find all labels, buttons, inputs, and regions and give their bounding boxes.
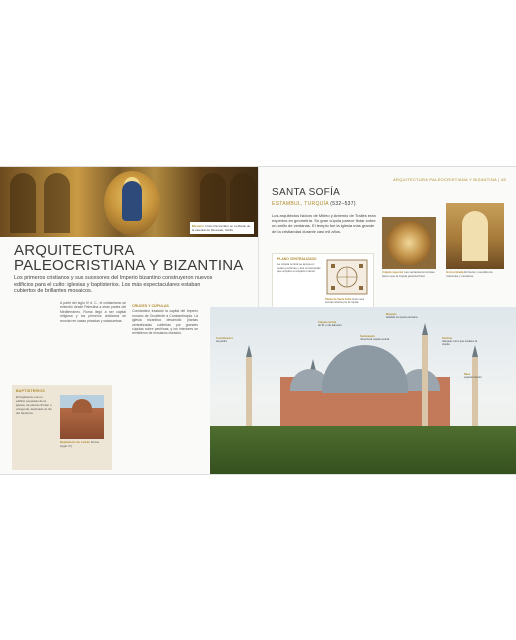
plan-title: PLANO CENTRALIZADO [277,257,317,261]
book-spread [0,166,516,475]
label-title: Minarete [386,313,397,316]
label-text: de piedra [216,340,227,344]
mosaic-caption-title: Mosaico [192,224,205,228]
label-buttresses [216,337,250,343]
body-column-2 [132,301,198,336]
label-text: de 31 m de diámetro [318,324,342,328]
label-pendentive [442,337,484,347]
floor-plan-box [272,253,374,311]
baptistery-caption-text: Roma (siglo IV) [60,440,99,448]
plan-text: La cúpula central se apoya en cuatro pechinas y dos semicúpulas que amplían el espacio interior. [277,262,321,274]
label-title: Cúpula central [318,321,337,324]
dome-caption-title: Cúpula superior [382,270,404,274]
page-title [14,243,244,273]
title-line-2: PALEOCRISTIANA Y BIZANTINA [14,257,244,274]
dome-ring [387,221,431,265]
section-subtitle [272,201,356,207]
mosaic-caption [190,222,254,234]
christ-figure [122,181,142,221]
baptistery-caption [60,441,106,449]
interior-caption-text: El interior, revestido de mármoles y mosaicos. [446,270,493,278]
intro-text: Los primeros cristianos y sus sucesores del Imperio bizantino construyeron nuevos edificios para el culto: iglesias y baptisterios. Los más espectaculares estaban cubiertos de brillantes mosaicos. [14,275,213,295]
title-line-1: ARQUITECTURA [14,242,135,259]
interior-photo [446,203,504,269]
trees [210,426,516,474]
baptistery-caption-title: Baptisterio de Letrán [60,440,91,444]
interior-caption-title: Gran entrada [446,270,464,274]
central-dome [322,345,408,393]
baptistery-photo [60,395,104,439]
section-title: SANTA SOFÍA [272,187,341,198]
arch-shape [10,173,36,233]
interior-arch [462,211,488,261]
label-title: Semicúpula [360,335,375,338]
dome-caption-text: Las ventanas de la base hacen que la cúpula parezca flotar. [382,270,435,278]
column-text: Constantino trasladó la capital del Imperio romano de Occidente a Constantinopla. La iglesia bizantina desarrolló plantas centralizadas cubiertas por grandes cúpulas sobre pechinas, y los interiores se revistieron de mosaicos dorados. [132,309,198,336]
label-title: Contrafuertes [216,337,234,340]
dome-caption [382,271,436,278]
plan-caption-title: Planta de Santa Sofía [325,298,352,301]
label-minaret [386,313,422,319]
plan-caption [325,298,371,304]
floor-plan-diagram [325,258,369,296]
body-column-1: A partir del siglo IV d. C., el cristianismo se extendió desde Palestina a otras partes del Mediterráneo. Roma llegó a ser capital religiosa y los primeros cristianos se reunían en casas privadas y catacumbas. [60,301,126,323]
label-text: añadido en época otomana [386,316,418,320]
dates: (532–537) [330,201,356,207]
section-intro: Los arquitectos Isidoro de Mileto y Antemio de Tralles eran expertos en geometría. Su gran cúpula parece flotar sobre un anillo de ventanas. El templo fue la iglesia más grande de la cristiandad durante casi mil años. [272,213,376,234]
label-title: Pechina [442,337,452,340]
label-semidome [360,335,396,341]
plan-caption-text: Gran nave central cubierta por la cúpula. [325,298,365,305]
sidebar-text: El baptisterio era un edificio separado de la iglesia, de planta circular u octogonal, destinado al rito del bautismo. [16,395,52,415]
location: ESTAMBUL, TURQUÍA [272,201,329,207]
label-text: refuerza la cúpula central [360,338,390,342]
label-central-dome [318,321,358,327]
running-head: ARQUITECTURA PALEOCRISTIANA Y BIZANTINA | 45 [393,177,506,182]
baptistery-tower [72,399,92,413]
label-title: Nave [464,373,471,376]
label-text: triángulo curvo que sostiene la cúpula [442,340,478,347]
label-nave [464,373,504,379]
sidebar-title: BAPTISTERIOS [16,389,45,393]
dome-photo [382,217,436,269]
label-text: espacio interior [464,376,482,380]
arch-shape [44,173,70,233]
mosaic-caption-text: Cristo Pantocrátor en el ábside de la catedral de Monreale, Sicilia. [192,224,251,232]
interior-caption [446,271,504,278]
column-heading: CRUCES Y CÚPULAS [132,304,169,308]
hagia-sophia-photo [210,307,516,474]
